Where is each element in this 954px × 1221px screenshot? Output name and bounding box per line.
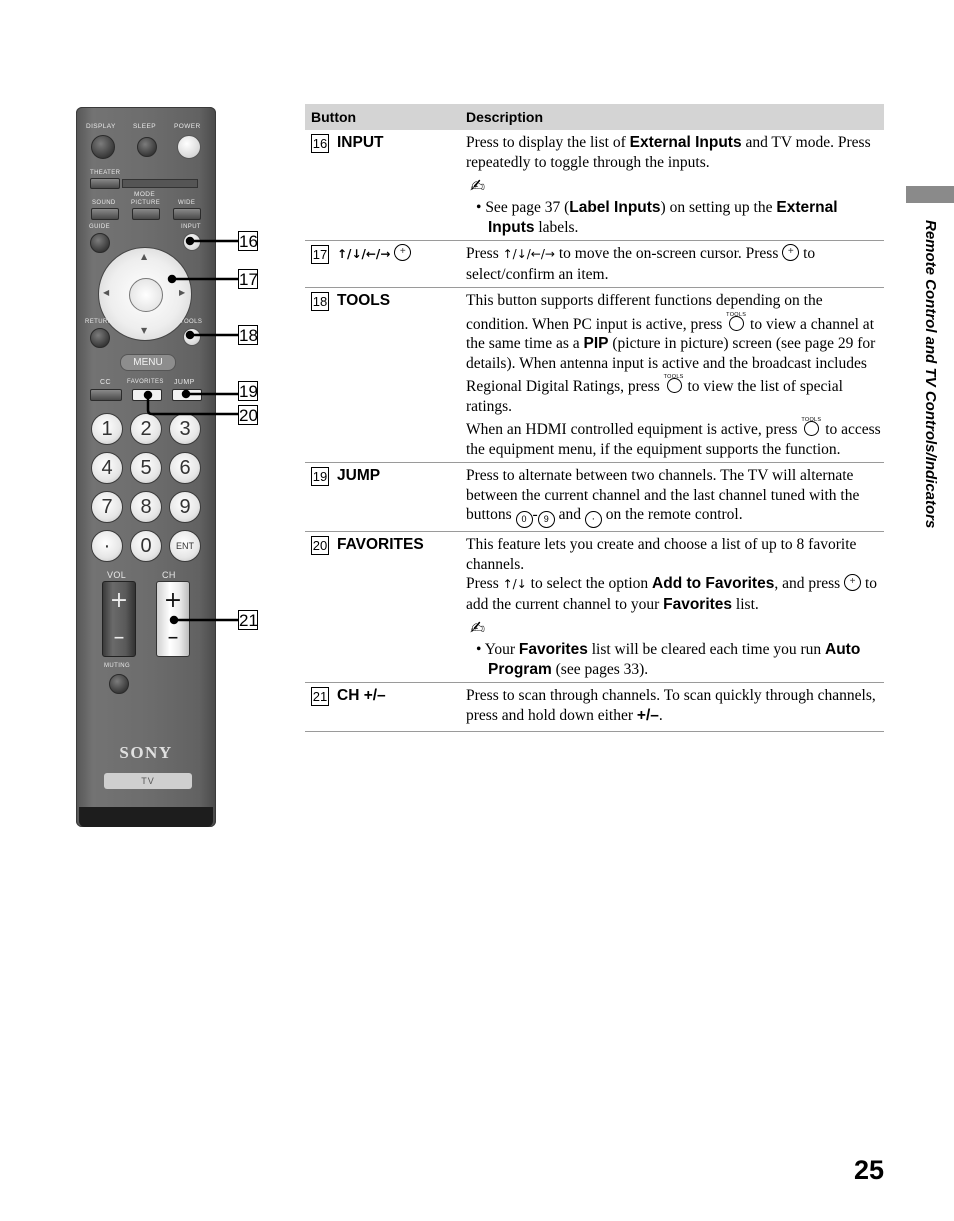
desc-bold: Favorites (663, 595, 733, 613)
desc-bold: PIP (583, 335, 609, 352)
display-button[interactable] (91, 135, 115, 159)
desc-text: to add the current channel to your (466, 575, 878, 613)
theater-button[interactable] (90, 178, 120, 189)
remote-control-illustration (76, 107, 216, 827)
number-button-2[interactable]: 2 (130, 413, 162, 445)
picture-label: PICTURE (131, 200, 161, 206)
tools-icon-label: TOOLS (801, 417, 822, 423)
button-name: INPUT (337, 134, 384, 151)
input-label: INPUT (181, 224, 201, 230)
button-name: FAVORITES (337, 536, 424, 553)
number-button-7[interactable]: 7 (91, 491, 123, 523)
theater-label: THEATER (90, 170, 121, 176)
sleep-button[interactable] (137, 137, 157, 157)
sleep-label: SLEEP (133, 123, 156, 130)
mode-label: MODE (134, 191, 156, 198)
note-bullet: • Your Favorites list will be cleared each time you run Auto Program (see pages 33). (476, 641, 861, 678)
tools-button-icon (801, 416, 821, 438)
tools-button-icon (726, 311, 746, 333)
number-button-3[interactable]: 3 (169, 413, 201, 445)
sound-label: SOUND (92, 200, 116, 206)
vol-minus-icon: – (113, 625, 125, 650)
row-description (463, 463, 884, 532)
desc-bold: Add to Favorites (652, 575, 775, 592)
section-title-text: Remote Control and TV Controls/Indicators (922, 220, 939, 529)
desc-text: and TV mode. Press repeatedly to toggle through the inputs. (466, 134, 871, 171)
table-header-row (305, 104, 884, 130)
button-name: CH +/– (337, 687, 386, 704)
dot-button-icon: · (585, 511, 602, 528)
button-name: JUMP (337, 467, 381, 484)
desc-text: Press (466, 245, 503, 262)
muting-button[interactable] (109, 674, 129, 694)
return-label: RETURN (85, 319, 113, 325)
tools-icon-label: TOOLS (726, 311, 747, 318)
desc-text: When an HDMI controlled equipment is active, press (466, 421, 802, 438)
table-row (305, 683, 884, 732)
right-arrow-icon: ▶ (179, 288, 186, 297)
row-number: 17 (312, 247, 328, 262)
cc-button[interactable] (90, 389, 122, 401)
mode-strip (122, 179, 198, 188)
number-button-4[interactable]: 4 (91, 452, 123, 484)
desc-text: Press (466, 575, 503, 592)
input-button[interactable] (183, 233, 201, 251)
tools-button-icon (664, 373, 684, 395)
menu-button[interactable]: MENU (120, 354, 176, 371)
power-button[interactable] (177, 135, 201, 159)
row-description (463, 130, 884, 241)
row-description (463, 288, 884, 463)
note-bullet: • See page 37 (Label Inputs) on setting up the External Inputs labels. (476, 199, 838, 236)
nine-button-icon: 9 (538, 511, 555, 528)
callout-21: 21 (239, 611, 258, 630)
vol-label: VOL (107, 570, 127, 580)
wide-label: WIDE (178, 200, 196, 206)
favorites-label: FAVORITES (127, 379, 164, 385)
tools-button[interactable] (183, 328, 201, 346)
header-description: Description (463, 104, 884, 130)
row-number: 21 (312, 689, 328, 704)
tv-button[interactable]: TV (104, 773, 192, 789)
enter-circle-icon (844, 574, 861, 591)
note-pencil-icon: ✍ (470, 176, 486, 197)
number-button-1[interactable]: 1 (91, 413, 123, 445)
desc-bold: External Inputs (629, 134, 742, 151)
row-number: 20 (312, 538, 328, 553)
button-description-table (305, 104, 884, 732)
note-text: (see pages 33). (551, 660, 649, 678)
enter-center-button[interactable] (129, 278, 163, 312)
callout-16: 16 (239, 232, 258, 251)
note-bold: Favorites (518, 641, 588, 658)
muting-label: MUTING (104, 663, 131, 669)
note-text: ) on setting up the (660, 199, 777, 216)
guide-button[interactable] (90, 233, 110, 253)
note-text: list will be cleared each time you run (587, 641, 825, 658)
number-button-9[interactable]: 9 (169, 491, 201, 523)
button-name: ↑/↓/←/→ (337, 247, 391, 261)
left-arrow-icon: ◀ (103, 288, 110, 297)
volume-rocker[interactable] (102, 581, 136, 657)
note-bold: External Inputs (488, 199, 838, 236)
desc-text: to move the on-screen cursor. Press (554, 245, 783, 262)
number-button-8[interactable]: 8 (130, 491, 162, 523)
note-bold: Auto Program (488, 641, 861, 678)
desc-text: Press to alternate between two channels. The TV will alternate between the current channel and the last channel tuned with the buttons (466, 467, 860, 523)
vol-plus-icon: + (109, 588, 129, 613)
row-description (463, 532, 884, 683)
return-button[interactable] (90, 328, 110, 348)
desc-text: to view a channel at the same time as a (466, 315, 874, 352)
note-text: See page 37 ( (485, 199, 570, 216)
row-description (463, 683, 884, 732)
zero-button-icon: 0 (516, 511, 533, 528)
desc-text: to access the equipment menu, if the equipment supports the function. (466, 421, 881, 458)
desc-text: This button supports different functions depending on the condition. When PC input is active, press (466, 292, 823, 333)
callout-17: 17 (239, 270, 258, 289)
ent-button[interactable]: ENT (169, 530, 201, 562)
note-text: labels. (534, 218, 579, 236)
desc-text: This feature lets you create and choose a list of up to 8 favorite channels. (466, 536, 857, 573)
dpad[interactable] (98, 247, 192, 341)
desc-text: . (658, 706, 663, 724)
desc-text: to select the option (526, 575, 653, 592)
desc-text: to select/confirm an item. (466, 245, 816, 283)
jump-label: JUMP (174, 379, 195, 386)
number-button-0[interactable]: 0 (130, 530, 162, 562)
desc-text: , and press (774, 575, 845, 592)
page-number: 25 (853, 1155, 884, 1185)
note-bold: Label Inputs (569, 199, 661, 216)
table-row (305, 532, 884, 683)
callout-19: 19 (239, 382, 258, 401)
up-arrow-icon: ▲ (141, 252, 148, 261)
button-name: TOOLS (337, 292, 391, 309)
note-text: Your (484, 641, 519, 658)
desc-text: to view the list of special ratings. (466, 378, 843, 415)
desc-text: on the remote control. (601, 506, 743, 523)
desc-text: Press to display the list of (466, 134, 630, 151)
note-pencil-icon: ✍ (470, 618, 486, 639)
cc-label: CC (100, 379, 111, 386)
guide-label: GUIDE (89, 224, 111, 230)
desc-text: (picture in picture) screen (see page 29 for details). When antenna input is active and the broadcast includes Regional Digital Ratings, press (466, 335, 876, 395)
header-button: Button (305, 104, 463, 130)
ch-plus-icon: + (163, 588, 183, 613)
sound-button[interactable] (91, 208, 119, 220)
arrow-keys-text: ↑/↓ (502, 577, 527, 591)
desc-text: list. (732, 595, 759, 613)
power-label: POWER (174, 123, 201, 130)
wide-button[interactable] (173, 208, 201, 220)
table-row (305, 463, 884, 532)
tools-icon-label: TOOLS (663, 374, 684, 380)
number-button-6[interactable]: 6 (169, 452, 201, 484)
desc-text: - (532, 506, 538, 523)
desc-bold: +/– (636, 706, 659, 724)
jump-button[interactable] (172, 389, 202, 401)
picture-button[interactable] (132, 208, 160, 220)
desc-text: and (554, 506, 585, 523)
section-title-vertical (919, 220, 949, 620)
table-row (305, 241, 884, 288)
row-number: 19 (312, 469, 328, 484)
number-button-5[interactable]: 5 (130, 452, 162, 484)
section-tab-marker (906, 186, 954, 203)
sony-logo: SONY (119, 743, 173, 762)
arrow-keys-text: ↑/↓/←/→ (502, 247, 555, 261)
ch-minus-icon: – (167, 625, 179, 650)
enter-circle-icon (782, 244, 799, 261)
display-label: DISPLAY (86, 123, 116, 130)
ch-label: CH (162, 570, 176, 580)
down-arrow-icon: ▼ (141, 326, 148, 335)
table-row (305, 130, 884, 241)
desc-text: Press to scan through channels. To scan quickly through channels, press and hold down either (466, 687, 876, 724)
dot-button[interactable]: · (91, 530, 123, 562)
row-description (463, 241, 884, 288)
tools-label: TOOLS (180, 319, 203, 325)
enter-circle-icon (394, 244, 411, 261)
callout-20: 20 (239, 406, 258, 425)
channel-rocker[interactable] (156, 581, 190, 657)
row-number: 18 (312, 294, 328, 309)
remote-bottom-edge (79, 807, 213, 827)
row-number: 16 (312, 136, 328, 151)
callout-18: 18 (239, 326, 258, 345)
table-row (305, 288, 884, 463)
favorites-button[interactable] (132, 389, 162, 401)
